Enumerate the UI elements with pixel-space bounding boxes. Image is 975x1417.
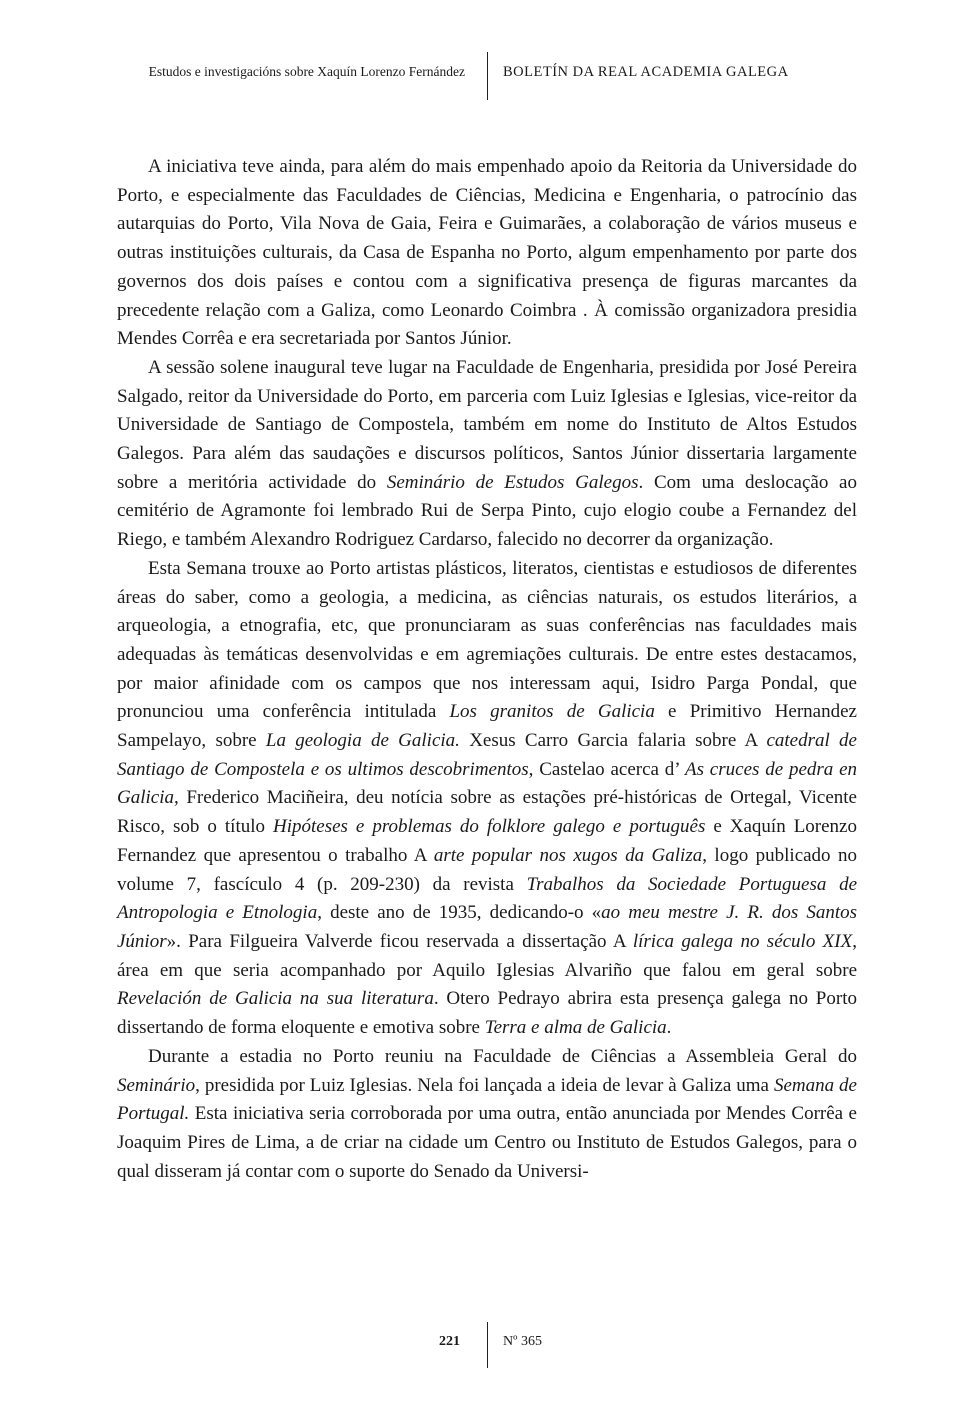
italic-title: Los granitos de Galicia <box>449 701 655 723</box>
italic-title: lírica galega no século XIX <box>632 930 853 952</box>
text-run: Durante a estadia no Porto reuniu na Faculdade de Ciências a Assembleia Geral do <box>148 1045 857 1067</box>
body-text <box>117 153 857 1186</box>
italic-title: Revelación de Galicia na sua literatura <box>117 988 434 1010</box>
italic-title: Trabalhos da Sociedade Portuguesa de Antropologia e Etnologia <box>117 873 857 924</box>
italic-title: La geologia de Galicia. <box>265 730 460 752</box>
text-run: . <box>666 1017 672 1039</box>
running-header <box>0 52 975 100</box>
page-number: 221 <box>439 1334 460 1349</box>
text-run: A sessão solene inaugural teve lugar na Faculdade de Engenharia, presidida por José Pereira Salgado, reitor da Universidade do Porto, em parceria com Luiz Iglesias e Iglesias, vice-reitor da Universidade de Santiago de Compostela, também em nome do Instituto de Altos Estudos Galegos. Para além das saudações e discursos políticos, Santos Júnior dissertaria largamente sobre a meritória actividade do <box>117 356 857 493</box>
text-run: , presidida por Luiz Iglesias. Nela foi lançada a ideia de levar à Galiza uma <box>195 1074 774 1096</box>
text-run: , Frederico Maciñeira, deu notícia sobre as estações pré-históricas de Ortegal, Vicente Risco, sob o título <box>117 787 857 838</box>
italic-title: Seminário <box>117 1074 196 1096</box>
header-series-title: Estudos e investigacións sobre Xaquín Lorenzo Fernández <box>148 64 465 79</box>
text-run: Esta iniciativa seria corroborada por uma outra, então anunciada por Mendes Corrêa e Joaquim Pires de Lima, a de criar na cidade um Centro ou Instituto de Estudos Galegos, para o qual disseram já contar com o suporte do Senado da Universi- <box>117 1103 857 1182</box>
text-run: , área em que seria acompanhado por Aquilo Iglesias Alvariño que falou em geral sobre <box>117 930 857 981</box>
italic-title: As cruces de pedra en Galicia <box>117 758 858 809</box>
text-run: , deste ano de 1935, dedicando-o « <box>317 902 602 924</box>
text-run: e Primitivo Hernandez Sampelayo, sobre <box>117 701 857 752</box>
italic-title: catedral de Santiago de Compostela e os ultimos descobrimentos <box>117 730 857 780</box>
italic-title: ao meu mestre J. R. dos Santos Júnior <box>117 902 857 952</box>
page-footer <box>0 1322 975 1370</box>
text-run: A iniciativa teve ainda, para além do mais empenhado apoio da Reitoria da Universidade do Porto, e especialmente das Faculdades de Ciências, Medicina e Engenharia, o patrocínio das autarquias do Porto, Vila Nova de Gaia, Feira e Guimarães, a colaboração de vários museus e outras instituições culturais, da Casa de Espanha no Porto, algum empenhamento por parte dos governos dos dois países e contou com a significativa presença de figuras marcantes da precedente relação com a Galiza, como Leonardo Coimbra . À comissão organizadora presidia Mendes Corrêa e era secretariada por Santos Júnior. <box>117 156 857 350</box>
footer-divider <box>487 1322 488 1368</box>
text-run: , Castelao acerca d’ <box>528 758 685 780</box>
text-run: Esta Semana trouxe ao Porto artistas plásticos, literatos, cientistas e estudiosos de diferentes áreas do saber, como a geologia, a medicina, as ciências naturais, os estudos literários, a arqueologia, a etnografia, etc, que pronunciaram as suas conferências nas faculdades mais adequadas às temáticas desenvolvidas e em agremiações culturais. De entre estes destacamos, por maior afinidade com os campos que nos interessam aqui, Isidro Parga Pondal, que pronunciou uma conferência intitulada <box>117 557 857 723</box>
text-run: , logo publicado no volume 7, fascículo 4 (p. 209-230) da revista <box>117 844 857 895</box>
text-run: ». Para Filgueira Valverde ficou reservada a dissertação A <box>166 930 633 952</box>
header-journal-title: BOLETÍN DA REAL ACADEMIA GALEGA <box>503 64 789 80</box>
text-run: Xesus Carro Garcia falaria sobre A <box>459 730 767 752</box>
paragraph <box>117 555 857 1043</box>
italic-title: arte popular nos xugos da Galiza <box>433 844 703 866</box>
text-run: . Otero Pedrayo abrira esta presença galega no Porto dissertando de forma eloquente e emotiva sobre <box>117 988 857 1039</box>
italic-title: Seminário de Estudos Galegos <box>386 471 639 493</box>
italic-title: Semana de Portugal. <box>117 1074 857 1125</box>
text-run: e Xaquín Lorenzo Fernandez que apresentou o trabalho A <box>117 816 857 866</box>
paragraph <box>117 354 857 555</box>
italic-title: Terra e alma de Galicia <box>484 1017 667 1039</box>
paragraph <box>117 1043 857 1187</box>
header-divider <box>487 52 488 100</box>
text-run: . Com uma deslocação ao cemitério de Agramonte foi lembrado Rui de Serpa Pinto, cujo elogio coube a Fernandez del Riego, e também Alexandro Rodriguez Cardarso, falecido no decorrer da organização. <box>117 471 857 551</box>
issue-number: Nº 365 <box>503 1334 542 1349</box>
italic-title: Hipóteses e problemas do folklore galego e português <box>273 816 706 838</box>
paragraph <box>117 153 857 354</box>
